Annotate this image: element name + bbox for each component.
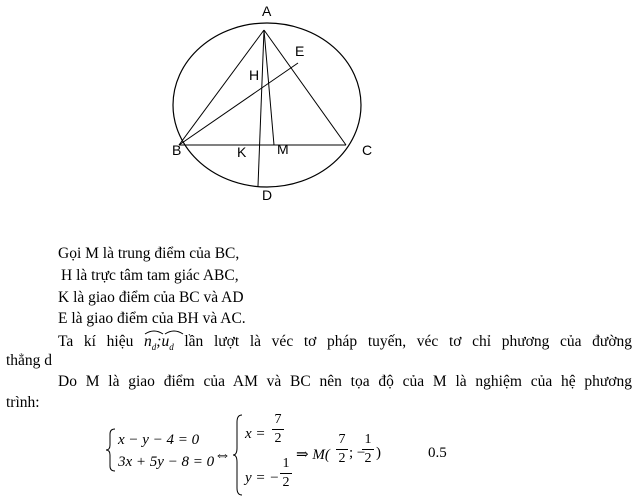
text-line-2: H là trực tâm tam giác ABC,: [61, 267, 239, 284]
segment-be: [179, 63, 298, 145]
label-b: B: [172, 142, 182, 158]
solution-y-label: y = −: [245, 470, 280, 486]
solution-y-den: 2: [282, 475, 290, 490]
m-sep: ; −: [349, 445, 366, 461]
text-line-5: [58, 330, 632, 356]
vec-u: u: [161, 333, 170, 350]
solution-x-label: x =: [245, 426, 266, 442]
segment-ad: [258, 30, 264, 186]
text-line-8: trình:: [6, 394, 40, 411]
segment-ab: [179, 30, 264, 145]
line5-pre: Ta kí hiệu: [58, 333, 134, 350]
equation-1: x − y − 4 = 0: [118, 432, 200, 448]
line5-post: lần lượt là véc tơ pháp tuyến, véc tơ chỉ phương của đường: [184, 333, 633, 350]
text-line-1: Gọi M là trung điểm của BC,: [58, 245, 240, 262]
label-a: A: [262, 3, 272, 19]
vector-notation: [144, 330, 174, 356]
m-x-num: 7: [338, 432, 346, 447]
solution-x-num: 7: [274, 412, 282, 427]
overarc-icon: [144, 329, 184, 335]
score-value: 0.5: [428, 445, 447, 461]
vec-sep: ;: [156, 333, 162, 350]
solution-y-fraction: [280, 456, 292, 491]
text-line-6: thẳng d: [6, 352, 53, 369]
geometry-figure: [0, 0, 638, 220]
left-brace-icon: [106, 428, 116, 472]
solution-x-fraction: [272, 412, 284, 447]
label-m: M: [277, 141, 289, 157]
label-c: C: [362, 142, 373, 158]
text-line-7: [58, 373, 632, 391]
vec-n-sub: d: [151, 342, 157, 353]
equation-2: 3x + 5y − 8 = 0: [118, 454, 215, 470]
solution-y-num: 1: [282, 456, 290, 471]
right-brace-icon: [233, 414, 243, 496]
label-e: E: [295, 43, 305, 59]
m-close: ): [376, 445, 381, 461]
m-y-num: 1: [364, 432, 372, 447]
segment-am: [264, 30, 274, 145]
iff-symbol: ⇔: [214, 445, 231, 464]
m-x-fraction: [336, 432, 348, 467]
implies-m: ⇒ M(: [296, 447, 330, 463]
label-h: H: [249, 67, 260, 83]
label-d: D: [262, 187, 273, 203]
vec-n: n: [144, 333, 152, 350]
equation-system: [100, 412, 570, 498]
text-line-4: E là giao điểm của BH và AC.: [58, 310, 246, 327]
m-x-den: 2: [338, 451, 346, 466]
m-y-den: 2: [364, 451, 372, 466]
vec-u-sub: d: [169, 342, 174, 353]
label-k: K: [237, 144, 247, 160]
solution-x-den: 2: [274, 431, 282, 446]
text-line-3: K là giao điểm của BC và AD: [58, 289, 244, 306]
line7-text: Do M là giao điểm của AM và BC nên tọa độ của M là nghiệm của hệ phương: [58, 373, 632, 390]
m-y-fraction: [362, 432, 374, 467]
circumcircle: [173, 23, 361, 187]
